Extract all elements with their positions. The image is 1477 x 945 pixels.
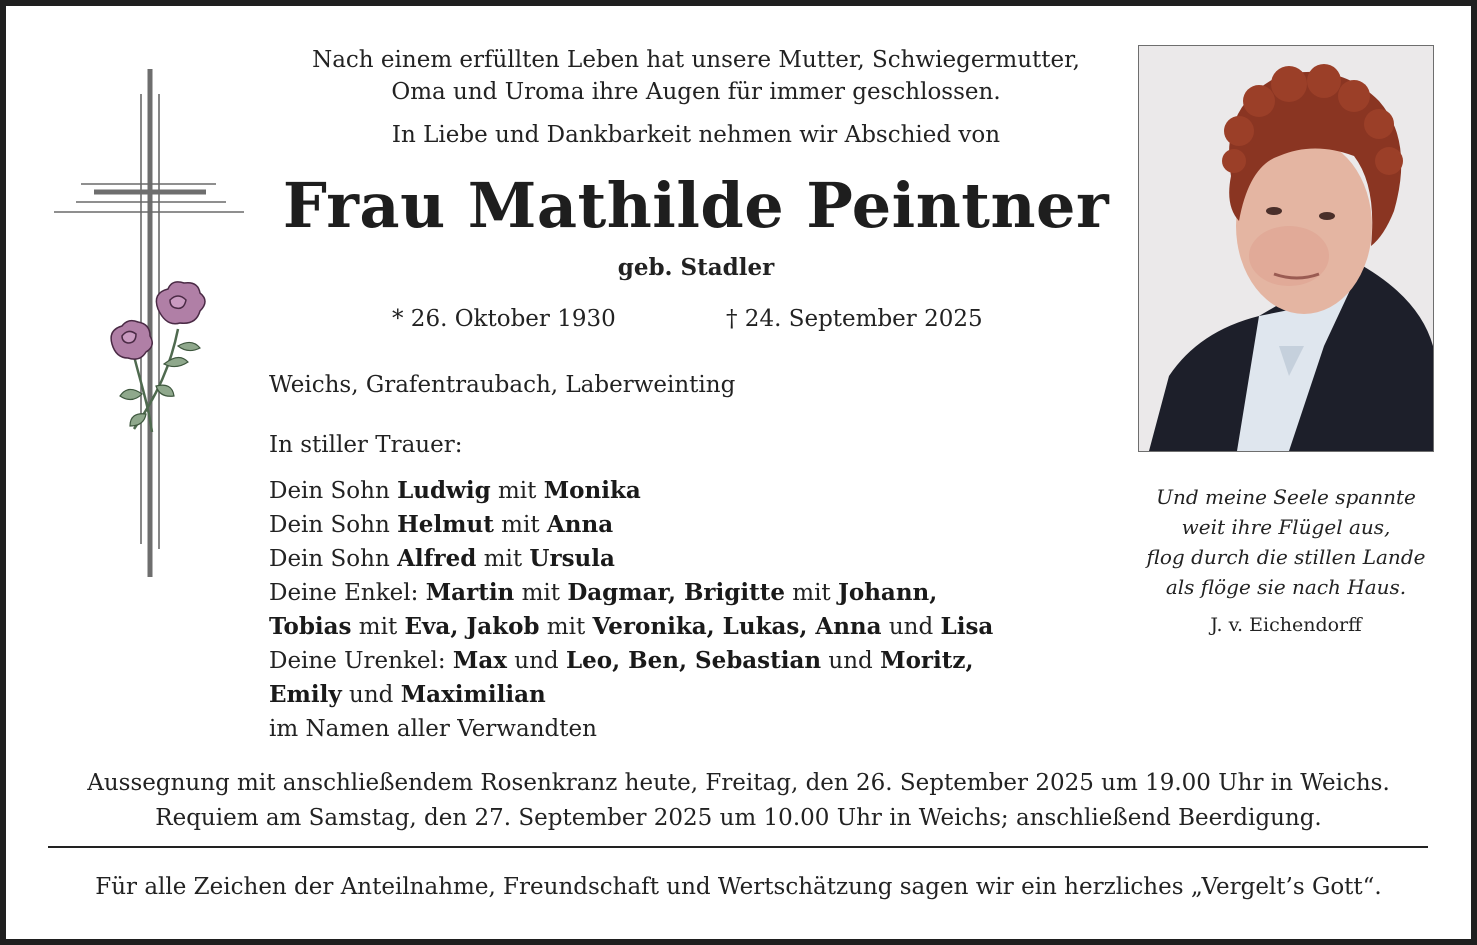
mourner-text: mit: [514, 580, 568, 606]
mourner-name: Martin: [425, 579, 515, 606]
mourner-name: Emily: [269, 681, 342, 708]
mourners-list: [269, 474, 993, 746]
mourner-name: Alfred: [397, 545, 477, 572]
mourner-text: Dein Sohn: [269, 512, 398, 538]
maiden-name: geb. Stadler: [617, 254, 775, 281]
mourner-name: Monika: [543, 477, 641, 504]
mourner-text: mit: [539, 614, 593, 640]
mourner-text: mit: [351, 614, 405, 640]
mourner-text: mit: [784, 580, 838, 606]
mourner-line: [269, 644, 993, 678]
mourner-line: [269, 542, 993, 576]
mourner-text: Deine Enkel:: [269, 580, 426, 606]
mourner-line: [269, 712, 993, 746]
mourner-name: Tobias: [269, 613, 352, 640]
poem-line: weit ihre Flügel aus,: [1181, 515, 1391, 539]
mourner-text: Dein Sohn: [269, 478, 398, 504]
portrait-photo: [1138, 45, 1434, 452]
mourner-name: Lisa: [940, 613, 994, 640]
mourner-name: Maximilian: [400, 681, 546, 708]
mourner-text: Dein Sohn: [269, 546, 398, 572]
mourner-line: [269, 508, 993, 542]
poem-line: Und meine Seele spannte: [1156, 485, 1416, 509]
intro-line-2: Oma und Uroma ihre Augen für immer geschlossen.: [391, 79, 1001, 105]
service-info: [12, 766, 1465, 836]
mourner-name: Anna: [546, 511, 614, 538]
poem-line: flog durch die stillen Lande: [1146, 545, 1426, 569]
mourner-text: und: [881, 614, 941, 640]
mourner-name: Helmut: [397, 511, 494, 538]
service-line-2: Requiem am Samstag, den 27. September 2025 um 10.00 Uhr in Weichs; anschließend Beerdigung.: [155, 805, 1322, 831]
intro-text: [246, 44, 1146, 108]
mourner-text: und: [341, 682, 401, 708]
mourner-name: Leo, Ben, Sebastian: [565, 647, 822, 674]
mourner-name: Johann,: [837, 579, 938, 606]
mourner-text: mit: [493, 512, 547, 538]
mourner-text: mit: [490, 478, 544, 504]
death-date: † 24. September 2025: [726, 306, 983, 332]
mourner-text: und: [821, 648, 881, 674]
mourner-name: Ludwig: [397, 477, 491, 504]
mourner-name: Dagmar, Brigitte: [567, 579, 785, 606]
mourner-name: Moritz,: [880, 647, 974, 674]
cross-with-roses-icon: [46, 64, 246, 579]
mourner-name: Ursula: [529, 545, 615, 572]
mourners-heading: In stiller Trauer:: [269, 432, 463, 458]
mourner-line: [269, 576, 993, 610]
mourner-line: [269, 474, 993, 508]
mourner-name: Eva, Jakob: [404, 613, 540, 640]
birth-date: * 26. Oktober 1930: [392, 306, 616, 332]
intro-line-1: Nach einem erfüllten Leben hat unsere Mutter, Schwiegermutter,: [312, 47, 1080, 73]
poem: [1124, 482, 1448, 602]
mourner-text: Deine Urenkel:: [269, 648, 453, 674]
service-line-1: Aussegnung mit anschließendem Rosenkranz heute, Freitag, den 26. September 2025 um 19.00 Uhr in Weichs.: [87, 770, 1390, 796]
poem-line: als flöge sie nach Haus.: [1165, 575, 1407, 599]
mourner-text: im Namen aller Verwandten: [269, 716, 597, 742]
mourner-name: Veronika, Lukas, Anna: [592, 613, 882, 640]
mourner-line: [269, 678, 993, 712]
poem-author: J. v. Eichendorff: [1210, 614, 1362, 636]
mourner-line: [269, 610, 993, 644]
deceased-name: Frau Mathilde Peintner: [282, 169, 1110, 242]
thanks-line: Für alle Zeichen der Anteilnahme, Freundschaft und Wertschätzung sagen wir ein herzliches „Vergelt’s Gott“.: [95, 874, 1382, 900]
mourner-name: Max: [452, 647, 507, 674]
farewell-line: In Liebe und Dankbarkeit nehmen wir Abschied von: [391, 122, 1001, 148]
divider: [48, 846, 1428, 848]
mourner-text: und: [507, 648, 566, 674]
places: Weichs, Grafentraubach, Laberweinting: [269, 372, 736, 398]
mourner-text: mit: [476, 546, 530, 572]
